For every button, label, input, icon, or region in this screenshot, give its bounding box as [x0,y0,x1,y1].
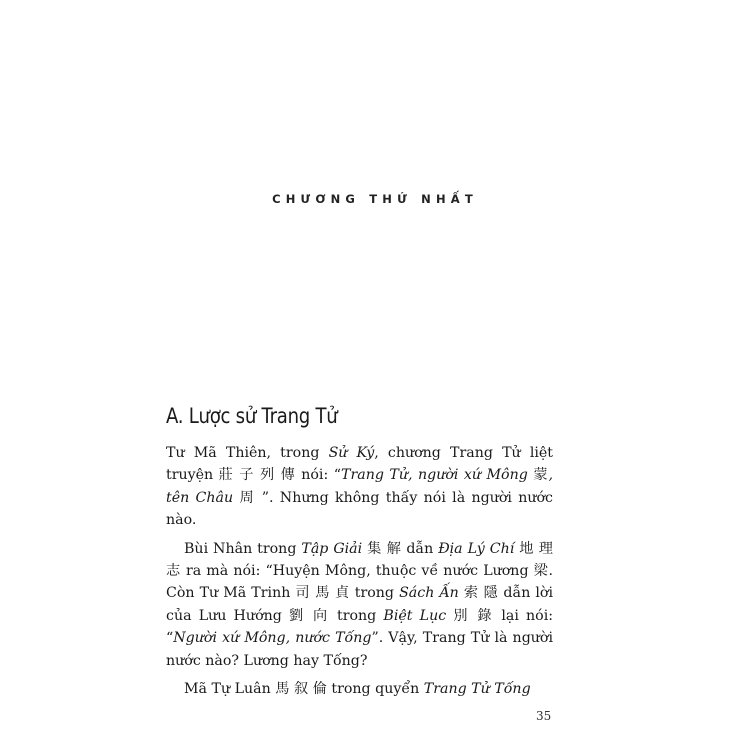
text-run: nói: “ [295,467,341,484]
body-text [166,442,553,706]
text-run: Mã Tự Luân [184,681,276,698]
italic-run: Biệt Lục [383,607,447,624]
han-characters: 劉 向 [289,607,330,624]
text-run: , chương Trang Tử liệt truyện [166,445,553,484]
han-characters: 梁 [533,563,549,580]
text-run: Tư Mã Thiên, trong [166,445,329,461]
text-run: trong [349,585,400,602]
paragraph-1 [166,442,553,532]
han-characters: 馬 叙 倫 [275,681,327,698]
italic-run: Sử Ký [328,445,375,461]
text-run: ”. Nhưng không thấy nói là người nước nào. [166,489,553,529]
section-heading: A. Lược sử Trang Tử [166,404,338,428]
italic-run: Tập Giải [301,540,363,557]
chapter-label: CHƯƠNG THỨ NHẤT [272,192,478,206]
page-number: 35 [536,709,552,723]
han-characters: 索 隱 [458,585,504,602]
text-run: dẫn lời của Lưu Hướng [166,585,554,624]
text-run: ”. Vậy, Trang Tử là người nước nào? Lương hay Tống? [166,630,553,669]
italic-run: , tên Châu [166,467,553,506]
text-run: . Còn Tư Mã Trinh [166,563,553,602]
text-run: dẫn [406,540,439,557]
han-characters: 集 解 [362,540,407,557]
han-characters: 蒙 [527,467,549,484]
text-run: lại nói: “ [166,607,554,647]
han-characters: 司 馬 貞 [295,585,350,602]
italic-run: Trang Tử, người xứ Mông [340,467,528,484]
italic-run: Trang Tử Tống [423,681,531,698]
italic-run: Địa Lý Chí [438,540,515,557]
paragraph-3 [166,678,553,700]
italic-run: Người xứ Mông, nước Tống [173,630,372,647]
han-characters: 莊 子 列 傳 [218,467,296,484]
text-run: trong [329,607,384,624]
text-run: trong quyển [326,681,424,698]
paragraph-2 [166,538,553,672]
han-characters: 周 [233,489,262,506]
italic-run: Sách Ấn [399,585,459,602]
text-run: ra mà nói: “Huyện Mông, thuộc về nước Lương [185,563,534,580]
han-characters: 別 錄 [446,607,502,624]
han-characters: 地 理 志 [166,540,553,580]
text-run: Bùi Nhân trong [184,540,302,557]
